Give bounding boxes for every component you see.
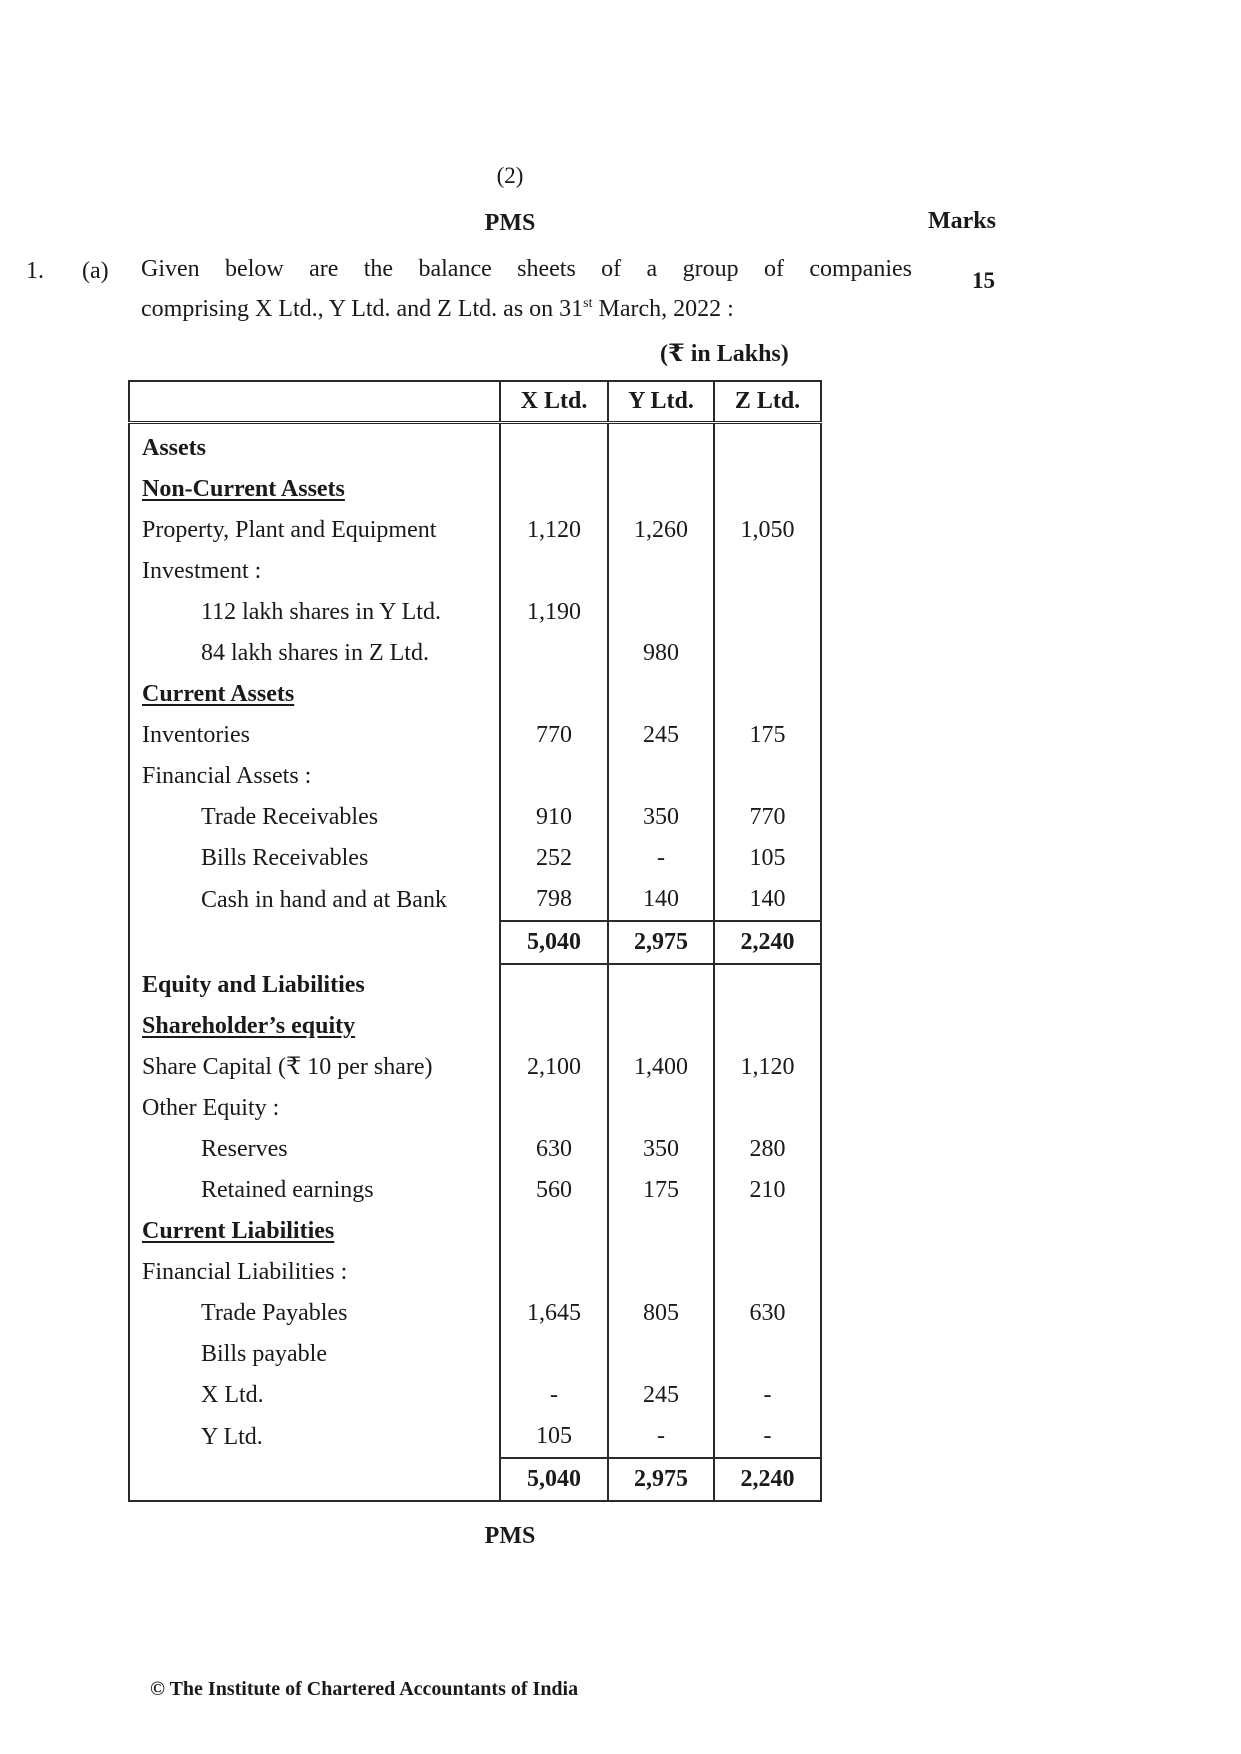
table-row	[129, 1211, 821, 1252]
cell-z-ltd	[714, 756, 821, 797]
table-row	[129, 1293, 821, 1334]
cell-z-ltd: 770	[714, 797, 821, 838]
row-label: Financial Assets :	[142, 763, 312, 789]
row-label: Share Capital (₹ 10 per share)	[142, 1054, 433, 1080]
cell-z-ltd	[714, 674, 821, 715]
table-row	[129, 674, 821, 715]
cell-y-ltd: 245	[608, 715, 714, 756]
cell-y-ltd	[608, 756, 714, 797]
row-label: Non-Current Assets	[142, 476, 345, 502]
row-label: Bills payable	[201, 1341, 327, 1367]
row-label: Bills Receivables	[201, 845, 369, 871]
cell-y-ltd: 1,400	[608, 1047, 714, 1088]
cell-x-ltd	[500, 423, 608, 470]
cell-x-ltd	[500, 1006, 608, 1047]
row-label: 84 lakh shares in Z Ltd.	[201, 640, 429, 666]
cell-z-ltd	[714, 423, 821, 470]
question-part: (a)	[82, 258, 109, 284]
cell-x-ltd: 630	[500, 1129, 608, 1170]
table-row	[129, 592, 821, 633]
table-row	[129, 1416, 821, 1458]
cell-z-ltd: 140	[714, 879, 821, 921]
row-label: Shareholder’s equity	[142, 1013, 356, 1039]
table-row	[129, 510, 821, 551]
table-row	[129, 1088, 821, 1129]
table-row	[129, 879, 821, 921]
cell-y-ltd: 805	[608, 1293, 714, 1334]
cell-x-ltd	[500, 1252, 608, 1293]
page-number: (2)	[496, 163, 524, 188]
cell-z-ltd	[714, 633, 821, 674]
column-header-z-ltd: Z Ltd.	[714, 381, 821, 423]
column-header-y-ltd: Y Ltd.	[608, 381, 714, 423]
cell-z-ltd	[714, 1334, 821, 1375]
row-label: X Ltd.	[201, 1382, 264, 1408]
cell-x-ltd: 798	[500, 879, 608, 921]
cell-x-ltd: 1,120	[500, 510, 608, 551]
cell-z-ltd	[714, 469, 821, 510]
marks-heading: Marks	[928, 208, 996, 234]
table-row	[129, 1252, 821, 1293]
cell-y-ltd: -	[608, 838, 714, 879]
row-label: Cash in hand and at Bank	[201, 886, 447, 913]
intro-text-pre: comprising X Ltd., Y Ltd. and Z Ltd. as on 31	[141, 296, 584, 322]
cell-x-ltd	[500, 674, 608, 715]
paper-code-header: PMS	[484, 210, 536, 236]
cell-z-ltd: 2,240	[714, 1458, 821, 1501]
question-number: 1.	[26, 258, 44, 284]
cell-x-ltd: 105	[500, 1416, 608, 1458]
row-label: Current Assets	[142, 681, 295, 707]
cell-y-ltd: 980	[608, 633, 714, 674]
table-row	[129, 1170, 821, 1211]
table-row	[129, 715, 821, 756]
row-label: Equity and Liabilities	[142, 971, 365, 998]
row-label: Inventories	[142, 722, 250, 748]
cell-x-ltd: 5,040	[500, 1458, 608, 1501]
cell-x-ltd: 252	[500, 838, 608, 879]
cell-x-ltd: 560	[500, 1170, 608, 1211]
cell-z-ltd: 630	[714, 1293, 821, 1334]
cell-z-ltd	[714, 551, 821, 592]
cell-x-ltd: 910	[500, 797, 608, 838]
cell-y-ltd	[608, 423, 714, 470]
cell-y-ltd	[608, 469, 714, 510]
table-body	[129, 423, 821, 1502]
table-row	[129, 1129, 821, 1170]
row-label: Reserves	[201, 1136, 288, 1162]
table-row	[129, 1047, 821, 1088]
marks-value: 15	[972, 268, 995, 293]
row-label: Assets	[142, 435, 206, 461]
cell-x-ltd	[500, 469, 608, 510]
cell-z-ltd: 2,240	[714, 921, 821, 964]
cell-x-ltd: 5,040	[500, 921, 608, 964]
table-row	[129, 633, 821, 674]
cell-z-ltd	[714, 1088, 821, 1129]
paper-code-footer: PMS	[484, 1523, 536, 1549]
cell-z-ltd: 1,120	[714, 1047, 821, 1088]
cell-x-ltd	[500, 1211, 608, 1252]
cell-z-ltd: 175	[714, 715, 821, 756]
table-row	[129, 964, 821, 1006]
cell-y-ltd	[608, 1252, 714, 1293]
table-row	[129, 797, 821, 838]
row-label: 112 lakh shares in Y Ltd.	[201, 599, 441, 625]
cell-x-ltd	[500, 551, 608, 592]
cell-z-ltd: 1,050	[714, 510, 821, 551]
cell-x-ltd	[500, 1088, 608, 1129]
cell-y-ltd: 2,975	[608, 921, 714, 964]
cell-y-ltd: 350	[608, 797, 714, 838]
cell-y-ltd	[608, 964, 714, 1006]
cell-x-ltd: 1,645	[500, 1293, 608, 1334]
table-row	[129, 756, 821, 797]
cell-y-ltd	[608, 551, 714, 592]
cell-z-ltd	[714, 1252, 821, 1293]
row-label: Financial Liabilities :	[142, 1259, 348, 1285]
cell-x-ltd: -	[500, 1375, 608, 1416]
table-row	[129, 838, 821, 879]
cell-y-ltd: 140	[608, 879, 714, 921]
row-label	[129, 921, 500, 964]
row-label: Trade Receivables	[201, 804, 379, 830]
cell-x-ltd	[500, 1334, 608, 1375]
copyright-notice: © The Institute of Chartered Accountants of India	[150, 1678, 579, 1700]
cell-x-ltd	[500, 964, 608, 1006]
cell-z-ltd	[714, 1211, 821, 1252]
cell-y-ltd	[608, 592, 714, 633]
row-label: Y Ltd.	[201, 1423, 263, 1450]
cell-z-ltd	[714, 964, 821, 1006]
row-label: Retained earnings	[201, 1177, 374, 1203]
question-intro-line-1: Given below are the balance sheets of a group of companies	[141, 256, 912, 282]
cell-y-ltd	[608, 1334, 714, 1375]
column-header-particulars	[129, 381, 500, 423]
cell-z-ltd: -	[714, 1375, 821, 1416]
table-row	[129, 423, 821, 470]
cell-x-ltd	[500, 756, 608, 797]
cell-y-ltd	[608, 1088, 714, 1129]
row-label: Other Equity :	[142, 1095, 280, 1121]
cell-z-ltd: -	[714, 1416, 821, 1458]
cell-y-ltd	[608, 1211, 714, 1252]
balance-sheet-table	[128, 380, 822, 1502]
table-row	[129, 1334, 821, 1375]
cell-y-ltd: 350	[608, 1129, 714, 1170]
cell-x-ltd: 2,100	[500, 1047, 608, 1088]
total-row	[129, 921, 821, 964]
intro-text-post: March, 2022 :	[592, 296, 734, 322]
cell-y-ltd: 175	[608, 1170, 714, 1211]
cell-y-ltd	[608, 674, 714, 715]
cell-y-ltd: 2,975	[608, 1458, 714, 1501]
cell-z-ltd	[714, 1006, 821, 1047]
cell-y-ltd: 245	[608, 1375, 714, 1416]
cell-y-ltd: 1,260	[608, 510, 714, 551]
cell-z-ltd: 105	[714, 838, 821, 879]
table-row	[129, 1375, 821, 1416]
table-header-row	[129, 381, 821, 423]
units-label: (₹ in Lakhs)	[660, 341, 789, 367]
row-label: Current Liabilities	[142, 1218, 335, 1244]
cell-z-ltd	[714, 592, 821, 633]
cell-z-ltd: 280	[714, 1129, 821, 1170]
cell-x-ltd: 770	[500, 715, 608, 756]
row-label: Investment :	[142, 558, 262, 584]
total-row	[129, 1458, 821, 1501]
row-label	[129, 1458, 500, 1501]
cell-x-ltd: 1,190	[500, 592, 608, 633]
cell-y-ltd	[608, 1006, 714, 1047]
row-label: Property, Plant and Equipment	[142, 517, 437, 543]
cell-z-ltd: 210	[714, 1170, 821, 1211]
table-row	[129, 1006, 821, 1047]
table-row	[129, 551, 821, 592]
column-header-x-ltd: X Ltd.	[500, 381, 608, 423]
row-label: Trade Payables	[201, 1300, 348, 1326]
question-intro-line-2	[141, 296, 734, 323]
intro-text-superscript: st	[583, 296, 593, 311]
cell-y-ltd: -	[608, 1416, 714, 1458]
table-row	[129, 469, 821, 510]
cell-x-ltd	[500, 633, 608, 674]
